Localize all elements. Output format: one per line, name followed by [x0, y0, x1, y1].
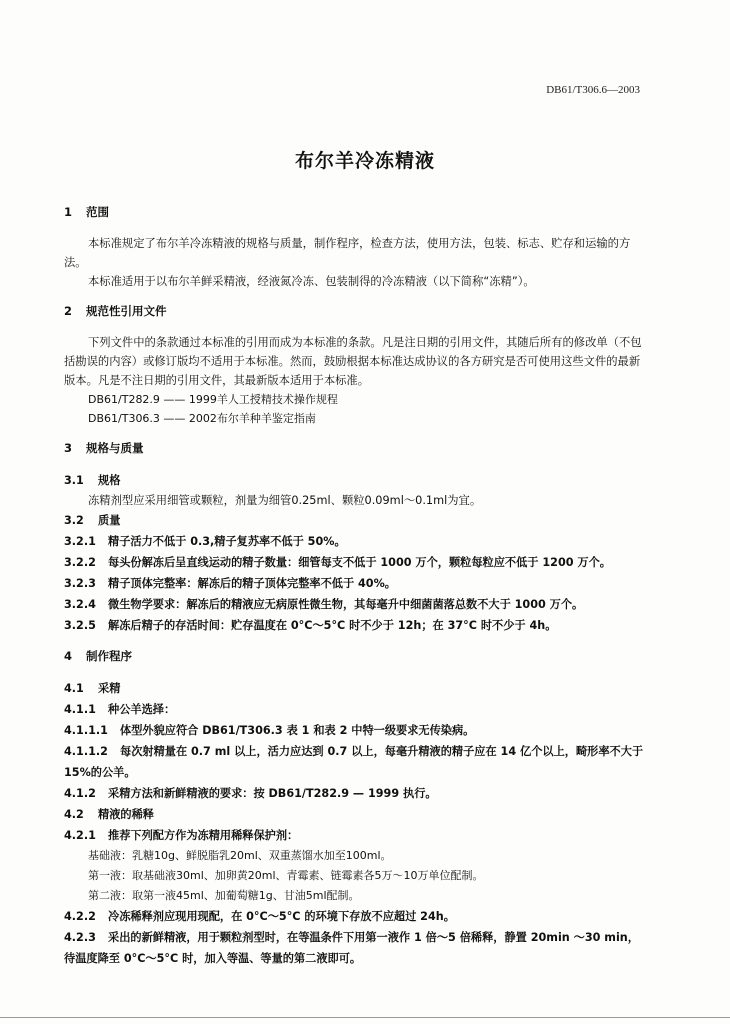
clause-4-1-1: 4.1.1 种公羊选择： — [64, 703, 176, 716]
formula-second-liquid: 第二液：取第一液45ml、加葡萄糖1g、甘油5ml配制。 — [88, 889, 360, 902]
clause-4-2-1: 4.2.1 推荐下列配方作为冻精用稀释保护剂： — [64, 829, 299, 842]
clause-3-2-1: 3.2.1 精子活力不低于 0.3,精子复苏率不低于 50%。 — [64, 535, 346, 548]
clause-4-1-1-1: 4.1.1.1 体型外貌应符合 DB61/T306.3 表 1 和表 2 中特一级要求无传染病。 — [64, 724, 475, 737]
clause-4-1-2: 4.1.2 采精方法和新鲜精液的要求：按 DB61/T282.9 — 1999 执行。 — [64, 787, 437, 800]
clause-4-1: 4.1 采精 — [64, 682, 121, 695]
clause-4-1-1-2: 4.1.1.2 每次射精量在 0.7 ml 以上，活力应达到 0.7 以上，每毫升精液的精子应在 14 亿个以上，畸形率不大于 15%的公羊。 — [64, 745, 644, 779]
formula-first-liquid: 第一液：取基础液30ml、加卵黄20ml、青霉素、链霉素各5万～10万单位配制。 — [88, 869, 484, 882]
section-1-heading: 1 范围 — [64, 205, 109, 219]
section-2-heading: 2 规范性引用文件 — [64, 304, 167, 318]
section-2-para-1: 下列文件中的条款通过本标准的引用而成为本标准的条款。凡是注日期的引用文件，其随后所有的修改单（不包括勘误的内容）或修订版均不适用于本标准。然而，鼓励根据本标准达成协议的各方研究是否可使用这些文件的最新版本。凡是不注日期的引用文件，其最新版本适用于本标准。 — [64, 336, 642, 387]
standard-code: DB61/T306.6—2003 — [546, 84, 640, 96]
section-1-para-1: 本标准规定了布尔羊冷冻精液的规格与质量，制作程序，检查方法，使用方法，包装、标志、贮存和运输的方法。 — [64, 237, 631, 269]
clause-3-2-5: 3.2.5 解冻后精子的存活时间：贮存温度在 0°C～5°C 时不少于 12h；在 37°C 时不少于 4h。 — [64, 619, 557, 632]
document-body — [64, 204, 644, 969]
section-4-heading: 4 制作程序 — [64, 649, 132, 663]
section-3-heading: 3 规格与质量 — [64, 441, 144, 455]
clause-3-1-text: 冻精剂型应采用细管或颗粒，剂量为细管0.25ml、颗粒0.09ml～0.1ml为宜。 — [88, 494, 482, 507]
reference-1: DB61/T282.9 —— 1999羊人工授精技术操作规程 — [88, 393, 338, 406]
clause-3-2-2: 3.2.2 每头份解冻后呈直线运动的精子数量：细管每支不低于 1000 万个，颗粒每粒应不低于 1200 万个。 — [64, 556, 611, 569]
clause-4-2-3: 4.2.3 采出的新鲜精液，用于颗粒剂型时，在等温条件下用第一液作 1 倍～5 倍稀释，静置 20min ～30 min，待温度降至 0°C～5°C 时，加入等温、等量的第二液即可。 — [64, 931, 639, 965]
formula-base-liquid: 基础液：乳糖10g、鲜脱脂乳20ml、双重蒸馏水加至100ml。 — [88, 849, 392, 862]
scan-edge-line — [0, 1017, 730, 1018]
clause-3-2-4: 3.2.4 微生物学要求：解冻后的精液应无病原性微生物，其每毫升中细菌菌落总数不大于 1000 万个。 — [64, 598, 584, 611]
clause-4-2-2: 4.2.2 冷冻稀释剂应现用现配，在 0°C～5°C 的环境下存放不应超过 24h。 — [64, 910, 455, 923]
section-1-para-2: 本标准适用于以布尔羊鲜采精液，经液氮冷冻、包装制得的冷冻精液（以下简称“冻精”）。 — [88, 275, 535, 288]
reference-2: DB61/T306.3 —— 2002布尔羊种羊鉴定指南 — [88, 412, 316, 425]
clause-3-2: 3.2 质量 — [64, 514, 121, 527]
clause-4-2: 4.2 精液的稀释 — [64, 808, 154, 821]
clause-3-2-3: 3.2.3 精子顶体完整率：解冻后的精子顶体完整率不低于 40%。 — [64, 577, 396, 590]
clause-3-1: 3.1 规格 — [64, 474, 121, 487]
document-title: 布尔羊冷冻精液 — [294, 150, 435, 172]
